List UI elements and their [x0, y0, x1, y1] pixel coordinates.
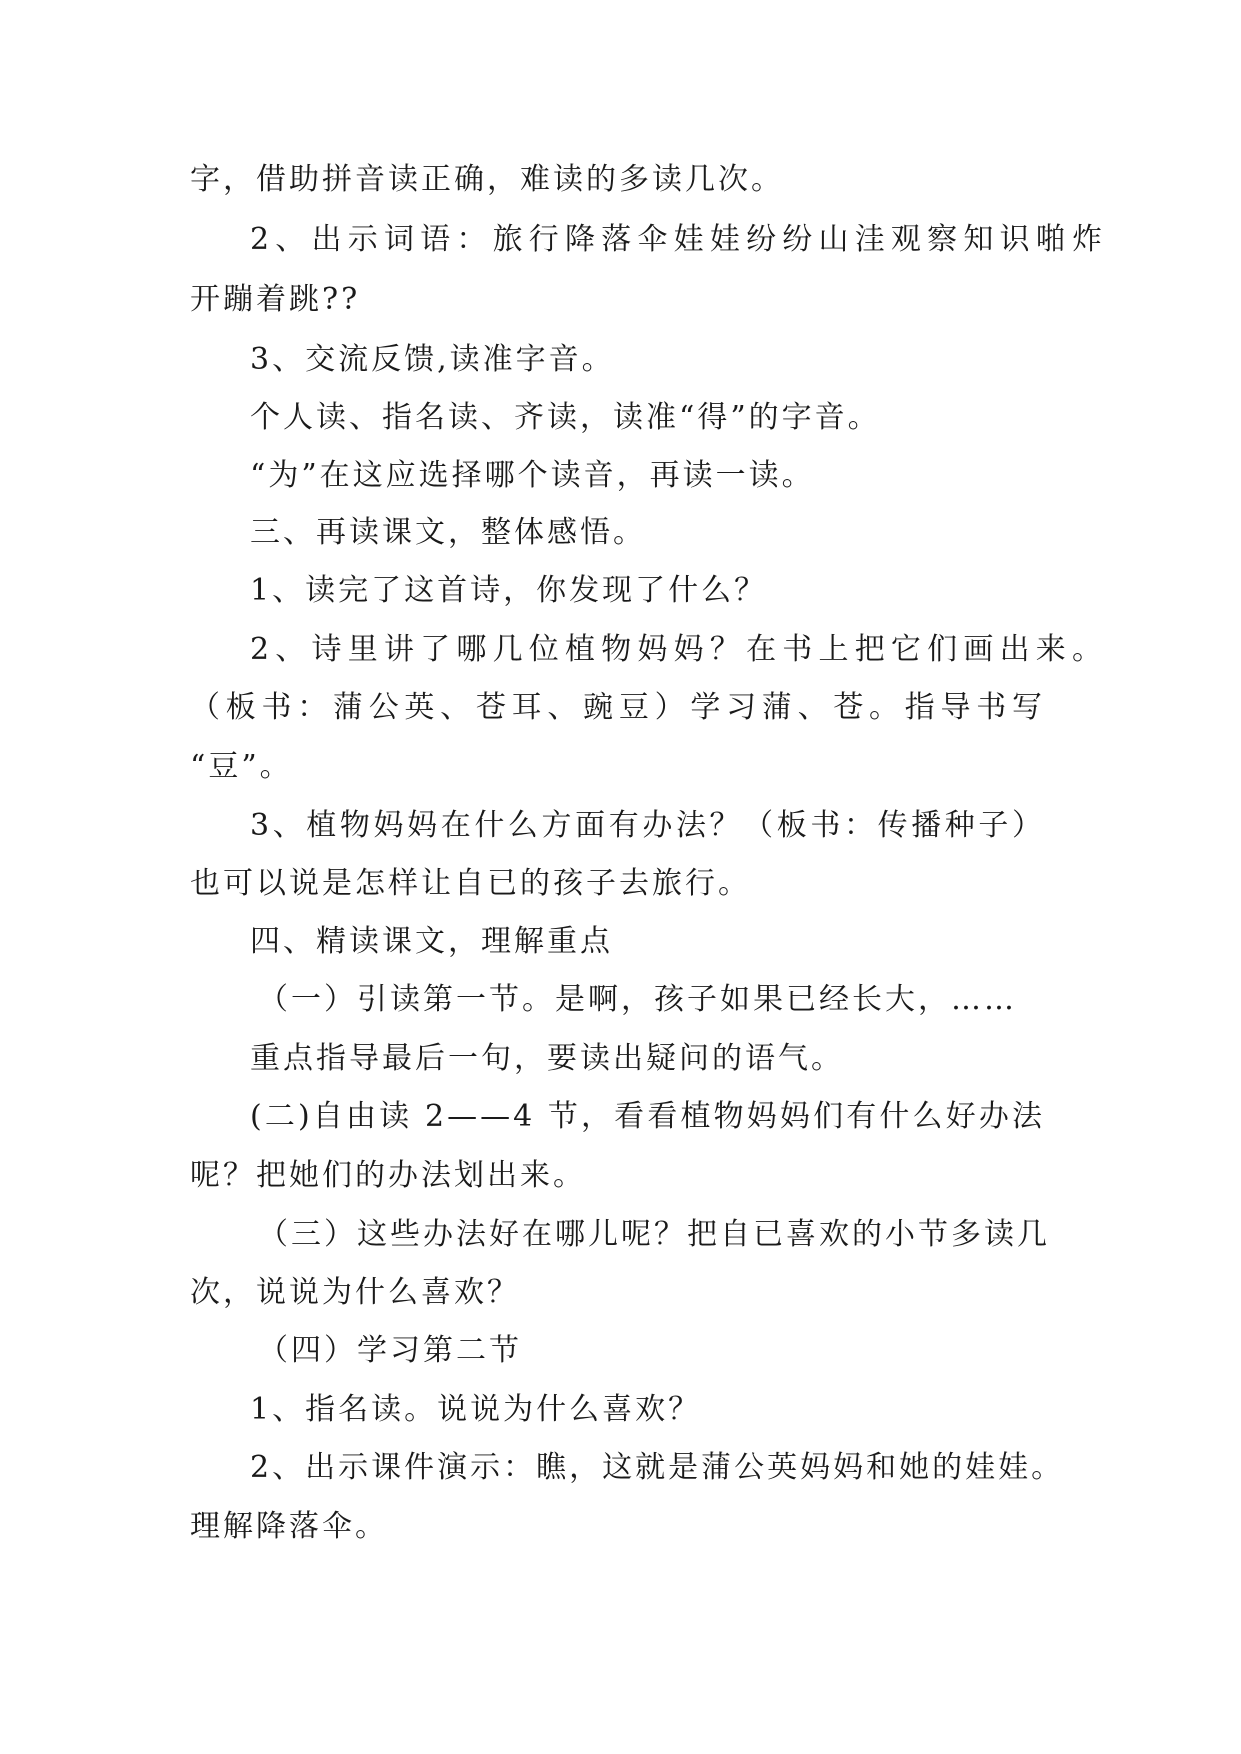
text-line: 重点指导最后一句，要读出疑问的语气。: [250, 1041, 844, 1076]
text-line: （三）这些办法好在哪儿呢？把自已喜欢的小节多读几: [258, 1217, 1050, 1252]
text-line: “豆”。: [190, 749, 293, 784]
text-line: 理解降落伞。: [190, 1509, 388, 1544]
text-line: （一）引读第一节。是啊，孩子如果已经长大，……: [258, 982, 1017, 1017]
text-line: 2、诗里讲了哪几位植物妈妈？在书上把它们画出来。: [250, 632, 1105, 667]
text-line: 3、植物妈妈在什么方面有办法？（板书：传播种子）: [250, 808, 1045, 843]
text-line: 3、交流反馈,读准字音。: [250, 342, 615, 377]
text-line: 个人读、指名读、齐读，读准“得”的字音。: [250, 400, 881, 435]
text-line: 1、指名读。说说为什么喜欢？: [250, 1392, 702, 1427]
text-line: “为”在这应选择哪个读音，再读一读。: [250, 458, 815, 493]
text-line: 次，说说为什么喜欢？: [190, 1275, 520, 1310]
text-line: 开蹦着跳??: [190, 282, 361, 317]
text-line: 呢？把她们的办法划出来。: [190, 1158, 586, 1193]
text-line: 2、出示课件演示：瞧，这就是蒲公英妈妈和她的娃娃。: [250, 1450, 1065, 1485]
text-line: （四）学习第二节: [258, 1333, 522, 1368]
text-line: 1、读完了这首诗，你发现了什么？: [250, 573, 768, 608]
text-line: 四、精读课文，理解重点: [250, 924, 613, 959]
text-line: 也可以说是怎样让自已的孩子去旅行。: [190, 866, 751, 901]
text-line: （板书：蒲公英、苍耳、豌豆）学习蒲、苍。指导书写: [190, 690, 1045, 725]
text-line: (二)自由读 2——4 节，看看植物妈妈们有什么好办法: [250, 1099, 1045, 1134]
text-line: 三、再读课文，整体感悟。: [250, 515, 646, 550]
text-line: 2、出示词语：旅行降落伞娃娃纷纷山洼观察知识啪炸: [250, 222, 1105, 257]
text-line: 字，借助拼音读正确，难读的多读几次。: [190, 162, 784, 197]
